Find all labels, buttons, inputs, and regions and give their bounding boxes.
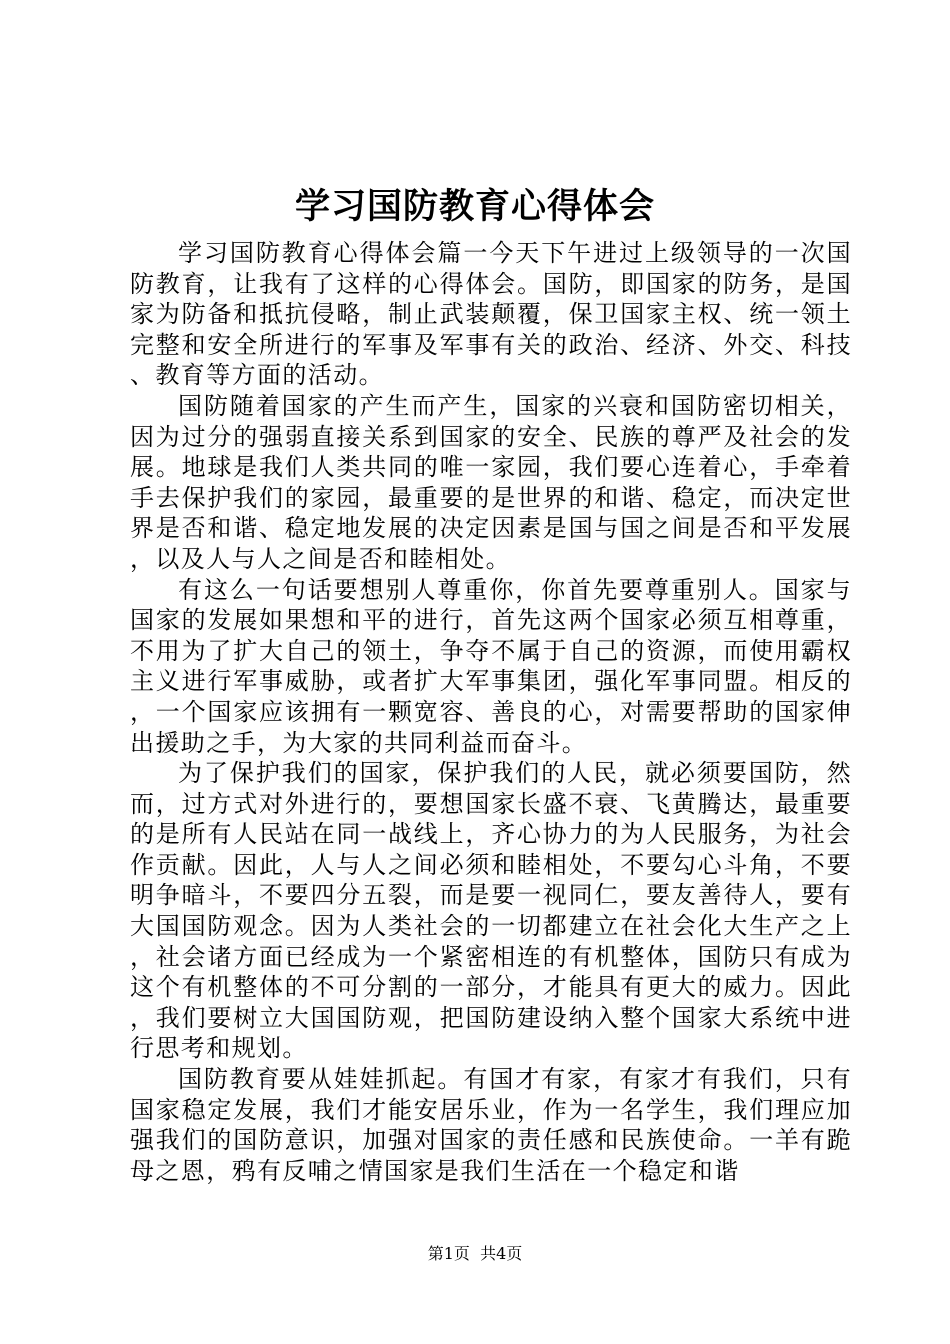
paragraph-2: 国防随着国家的产生而产生，国家的兴衰和国防密切相关，因为过分的强弱直接关系到国家的安全、民族的尊严及社会的发展。地球是我们人类共同的唯一家园，我们要心连着心，手牵着手去保护我们的家园，最重要的是世界的和谐、稳定，而决定世界是否和谐、稳定地发展的决定因素是国与国之间是否和平发展，以及人与人之间是否和睦相处。	[130, 391, 852, 573]
document-body	[130, 238, 852, 1186]
document-title: 学习国防教育心得体会	[294, 186, 655, 227]
paragraph-4: 为了保护我们的国家，保护我们的人民，就必须要国防，然而，过方式对外进行的，要想国家长盛不衰、飞黄腾达，最重要的是所有人民站在同一战线上，齐心协力的为人民服务，为社会作贡献。因此，人与人之间必须和睦相处，不要勾心斗角，不要明争暗斗，不要四分五裂，而是要一视同仁，要友善待人，要有大国国防观念。因为人类社会的一切都建立在社会化大生产之上，社会诸方面已经成为一个紧密相连的有机整体，国防只有成为这个有机整体的不可分割的一部分，才能具有更大的威力。因此，我们要树立大国国防观，把国防建设纳入整个国家大系统中进行思考和规划。	[130, 759, 852, 1063]
page-footer	[0, 1243, 950, 1265]
paragraph-3: 有这么一句话要想别人尊重你，你首先要尊重别人。国家与国家的发展如果想和平的进行，首先这两个国家必须互相尊重，不用为了扩大自己的领土，争夺不属于自己的资源，而使用霸权主义进行军事威胁，或者扩大军事集团，强化军事同盟。相反的，一个国家应该拥有一颗宽容、善良的心，对需要帮助的国家伸出援助之手，为大家的共同利益而奋斗。	[130, 575, 852, 757]
paragraph-1: 学习国防教育心得体会篇一今天下午进过上级领导的一次国防教育，让我有了这样的心得体会。国防，即国家的防务，是国家为防备和抵抗侵略，制止武装颠覆，保卫国家主权、统一领土完整和安全所进行的军事及军事有关的政治、经济、外交、科技、教育等方面的活动。	[130, 239, 852, 390]
page-number-current: 第1页	[427, 1244, 470, 1263]
paragraph-5: 国防教育要从娃娃抓起。有国才有家，有家才有我们，只有国家稳定发展，我们才能安居乐业，作为一名学生，我们理应加强我们的国防意识，加强对国家的责任感和民族使命。一羊有跪母之恩，鸦有反哺之情国家是我们生活在一个稳定和谐	[130, 1065, 852, 1185]
footer-separator	[470, 1244, 480, 1263]
page-number-total: 共4页	[480, 1244, 523, 1263]
